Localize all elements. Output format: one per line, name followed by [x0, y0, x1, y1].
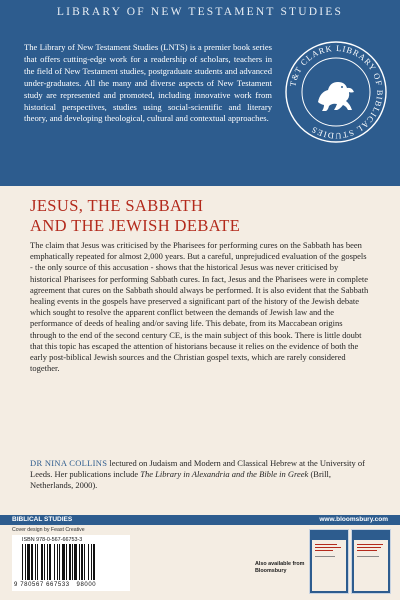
price-code: 98000	[76, 582, 97, 588]
series-header: LIBRARY OF NEW TESTAMENT STUDIES	[56, 6, 344, 18]
barcode-bar	[72, 544, 73, 580]
seal-text: T&T CLARK LIBRARY OF BIBLICAL STUDIES	[288, 43, 385, 141]
barcode-bar	[93, 544, 95, 580]
author-bio-text-2: (Brill, Netherlands, 2000).	[30, 469, 331, 491]
barcode-bar	[25, 544, 26, 580]
barcode-bar	[81, 544, 83, 580]
barcode-bar	[41, 544, 43, 580]
barcode-bar	[91, 544, 92, 580]
barcode-bar	[44, 544, 45, 580]
author-book-title: The Library in Alexandria and the Bible in Greek	[140, 469, 309, 480]
barcode-bar	[47, 544, 48, 580]
barcode-bar	[31, 544, 33, 580]
barcode-bar	[22, 544, 23, 580]
author-bio-text-1: lectured on Judaism and Modern and Classical Hebrew at the University of Leeds. Her publications include	[30, 458, 365, 480]
series-panel	[0, 0, 400, 186]
barcode-box	[12, 535, 130, 591]
bottom-bar	[0, 515, 400, 525]
barcode-bar	[59, 544, 60, 580]
book-title	[30, 196, 370, 236]
also-available-label: Also available from Bloomsbury	[255, 561, 305, 574]
barcode-bar	[37, 544, 38, 580]
barcode-bar	[27, 544, 30, 580]
book-blurb: The claim that Jesus was criticised by the Pharisees for performing cures on the Sabbath has been emphatically repeated for almost 2,000 years. But a careful, unprejudiced evaluation of the gospels - the only source of this accusation - shows that the historical Jesus was never criticised by historical Pharisees for performing Sabbath cures. In fact, Jesus and the Pharisees were in complete agreement that cures on the Sabbath should always be performed. It is also evident that the Sabbath healing events in the gospels have preserved a significant part of the history of the Jewish debate which sought to resolve the apparent conflict between the demands of Jewish law and the performance of deeds of healing and/or saving life. This debate, from its Maccabean origins through to the end of the second century CE, is the main subject of this book. There is little doubt that this topic has escaped the attention of historians because it relies on the evidence of both the early post-biblical Jewish sources and the Christian gospel texts, which are rarely considered together.	[30, 240, 369, 374]
publisher-website[interactable]: www.bloomsbury.com	[319, 516, 388, 523]
design-credit: Cover design by Feast Creative	[12, 527, 85, 533]
series-description: The Library of New Testament Studies (LNTS) is a premier book series that offers cutting-edge work for a readership of scholars, teachers in the field of New Testament studies, postgraduate students and advanced under-graduates. All the many and diverse aspects of New Testament study are represented and promoted, including innovative work from historical perspectives, studies using social-scientific and literary theory, and developing theological, cultural and contextual approaches.	[24, 42, 272, 124]
barcode-bar	[54, 544, 55, 580]
related-book-thumbnail-2[interactable]	[351, 529, 391, 594]
author-bio	[30, 458, 371, 492]
barcode-icon	[22, 544, 120, 582]
barcode-bar	[35, 544, 36, 580]
title-line-1: JESUS, THE SABBATH	[30, 196, 204, 215]
barcode-bar	[88, 544, 89, 580]
barcode-bar	[74, 544, 77, 580]
title-line-2: AND THE JEWISH DEBATE	[30, 216, 241, 235]
category-label: BIBLICAL STUDIES	[12, 516, 73, 523]
barcode-bar	[62, 544, 65, 580]
publisher-seal	[284, 40, 388, 144]
barcode-bar	[79, 544, 80, 580]
barcode-bar	[69, 544, 71, 580]
barcode-bar	[49, 544, 51, 580]
author-name: DR NINA COLLINS	[30, 458, 108, 468]
barcode-bar	[84, 544, 85, 580]
related-book-thumbnail-1[interactable]	[309, 529, 349, 594]
lion-icon	[318, 82, 354, 111]
barcode-number	[14, 582, 130, 588]
barcode-bar	[66, 544, 67, 580]
barcode-bar	[57, 544, 58, 580]
barcode-digits: 9 780567 667533	[14, 582, 70, 588]
isbn-label: ISBN 978-0-567-66753-3	[22, 537, 83, 543]
